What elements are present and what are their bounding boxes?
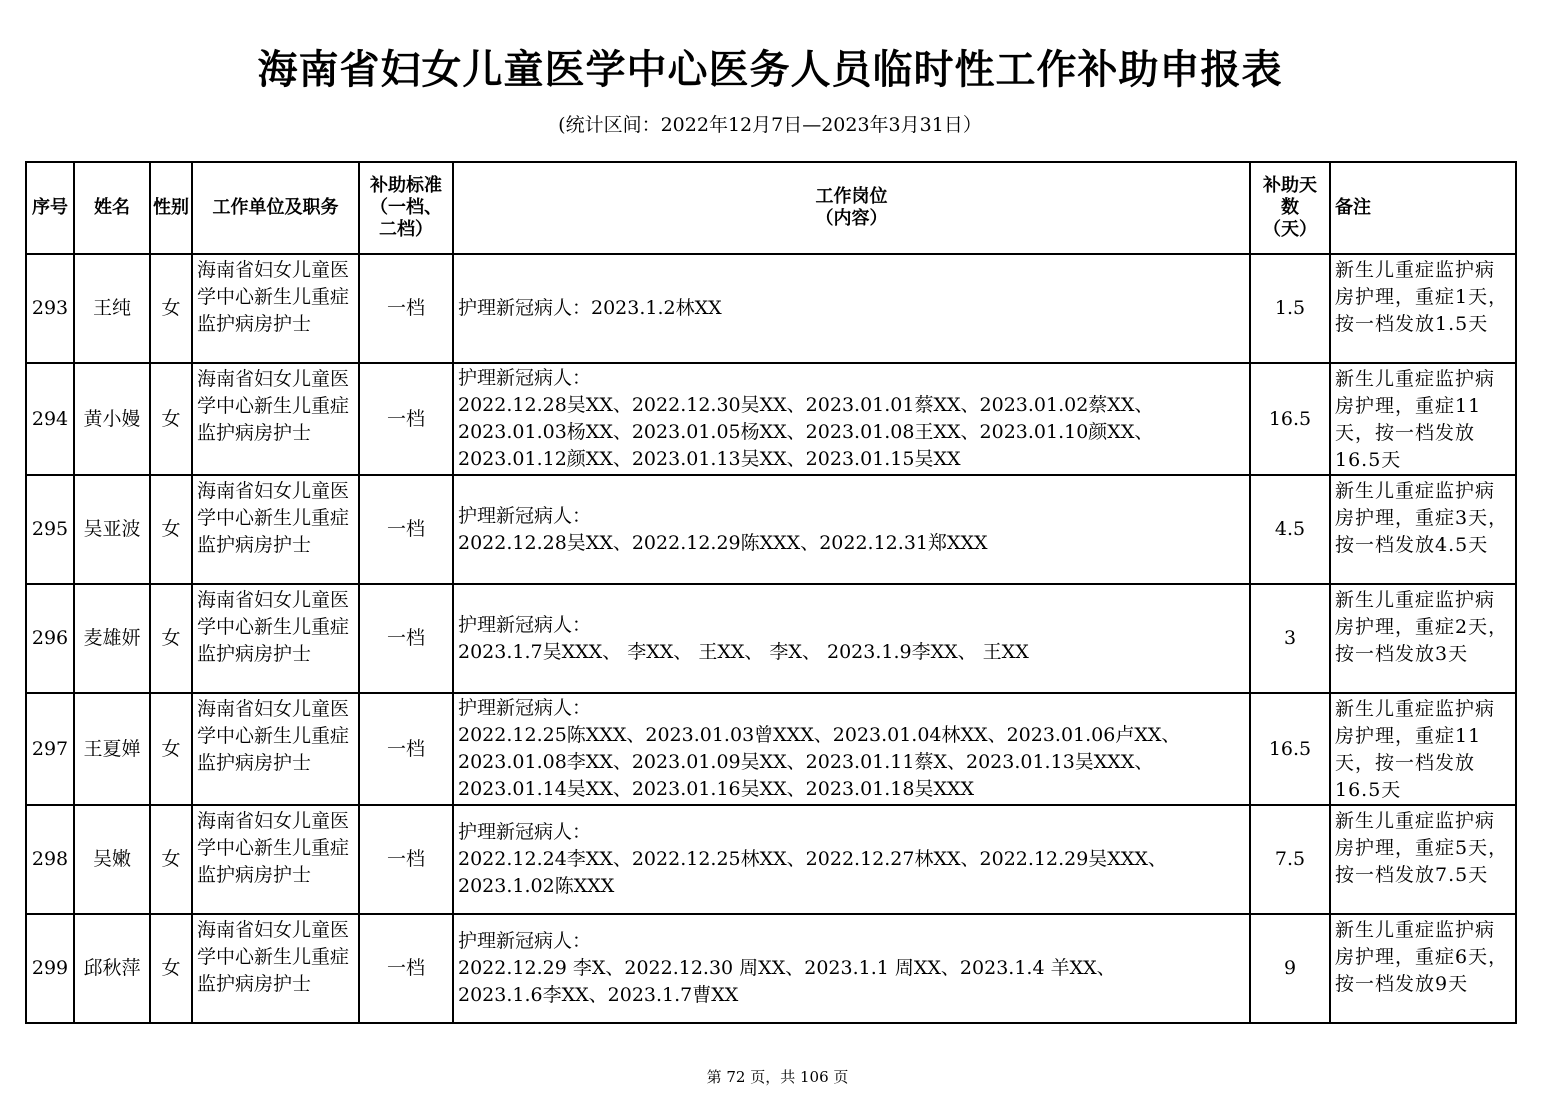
cell-standard: 一档 [359,693,453,805]
post-line: 2022.12.29 李X、2022.12.30 周XX、2023.1.1 周XX、2023.1.4 羊XX、 [458,957,1116,979]
header-remark: 备注 [1330,162,1516,254]
cell-unit: 海南省妇女儿童医学中心新生儿重症监护病房护士 [192,584,359,693]
cell-seq: 294 [26,363,74,475]
cell-standard: 一档 [359,254,453,363]
header-post [453,162,1250,254]
table-header-row [26,162,1516,254]
post-line: 2022.12.28吴XX、2022.12.29陈XXX、2022.12.31郑XXX [458,531,988,554]
cell-unit: 海南省妇女儿童医学中心新生儿重症监护病房护士 [192,693,359,805]
header-days-line: 补助天 [1263,175,1317,196]
post-line: 2022.12.28吴XX、2022.12.30吴XX、2023.01.01蔡XX、2023.01.02蔡XX、 [458,394,1154,416]
cell-name: 吴亚波 [74,475,150,584]
post-line: 2022.12.25陈XXX、2023.01.03曾XXX、2023.01.04林XX、2023.01.06卢XX、 [458,724,1181,746]
post-line: 护理新冠病人： [458,930,592,952]
cell-name: 王纯 [74,254,150,363]
cell-seq: 293 [26,254,74,363]
cell-standard: 一档 [359,584,453,693]
header-standard-line: （一档、 [370,197,442,218]
cell-post [453,475,1250,584]
cell-post [453,693,1250,805]
cell-name: 吴嫩 [74,805,150,914]
cell-post [453,254,1250,363]
post-line: 护理新冠病人： [458,504,592,527]
table-row [26,475,1516,584]
cell-name: 邱秋萍 [74,914,150,1023]
cell-remark: 新生儿重症监护病房护理，重症6天，按一档发放9天 [1330,914,1516,1023]
cell-remark: 新生儿重症监护病房护理，重症3天，按一档发放4.5天 [1330,475,1516,584]
cell-gender: 女 [150,693,192,805]
header-standard-line: 二档） [379,219,433,240]
table-row [26,693,1516,805]
header-days-line: 数 [1281,197,1299,218]
cell-standard: 一档 [359,805,453,914]
cell-seq: 297 [26,693,74,805]
cell-seq: 299 [26,914,74,1023]
cell-days: 3 [1250,584,1330,693]
cell-gender: 女 [150,254,192,363]
cell-unit: 海南省妇女儿童医学中心新生儿重症监护病房护士 [192,914,359,1023]
post-line: 2023.1.7吴XXX、 李XX、 王XX、 李X、 2023.1.9李XX、 王XX [458,640,1029,663]
table-row [26,914,1516,1023]
header-unit: 工作单位及职务 [192,162,359,254]
header-post-line: 工作岗位 [815,186,888,207]
cell-days: 4.5 [1250,475,1330,584]
header-post-line: （内容） [815,208,888,229]
cell-gender: 女 [150,475,192,584]
page-number: 第 72 页，共 106 页 [706,1068,849,1086]
post-line: 2023.01.14吴XX、2023.01.16吴XX、2023.01.18吴XXX [458,778,975,800]
cell-gender: 女 [150,363,192,475]
cell-unit: 海南省妇女儿童医学中心新生儿重症监护病房护士 [192,475,359,584]
statistics-period: (统计区间：2022年12月7日—2023年3月31日） [558,114,982,136]
header-days [1250,162,1330,254]
post-line: 护理新冠病人： [458,697,592,719]
subsidy-table [25,161,1517,1024]
table-body [26,254,1516,1023]
cell-unit: 海南省妇女儿童医学中心新生儿重症监护病房护士 [192,805,359,914]
table-row [26,805,1516,914]
header-standard [359,162,453,254]
cell-remark: 新生儿重症监护病房护理，重症2天，按一档发放3天 [1330,584,1516,693]
cell-name: 黄小嫚 [74,363,150,475]
cell-post [453,363,1250,475]
cell-days: 1.5 [1250,254,1330,363]
cell-remark: 新生儿重症监护病房护理，重症11天，按一档发放16.5天 [1330,363,1516,475]
cell-remark: 新生儿重症监护病房护理，重症11天，按一档发放16.5天 [1330,693,1516,805]
table-row [26,254,1516,363]
cell-gender: 女 [150,805,192,914]
cell-remark: 新生儿重症监护病房护理，重症1天，按一档发放1.5天 [1330,254,1516,363]
post-line: 2023.01.12颜XX、2023.01.13吴XX、2023.01.15吴XX [458,448,961,470]
cell-standard: 一档 [359,475,453,584]
cell-seq: 298 [26,805,74,914]
post-line: 护理新冠病人： [458,367,592,389]
post-line: 2022.12.24李XX、2022.12.25林XX、2022.12.27林XX、2022.12.29吴XXX、 [458,848,1167,870]
cell-unit: 海南省妇女儿童医学中心新生儿重症监护病房护士 [192,254,359,363]
cell-seq: 295 [26,475,74,584]
cell-days: 16.5 [1250,363,1330,475]
table-row [26,584,1516,693]
post-line: 2023.01.03杨XX、2023.01.05杨XX、2023.01.08王XX、2023.01.10颜XX、 [458,421,1154,443]
cell-standard: 一档 [359,914,453,1023]
post-line: 2023.01.08李XX、2023.01.09吴XX、2023.01.11蔡X、2023.01.13吴XXX、 [458,751,1154,773]
header-gender: 性别 [150,162,192,254]
cell-post [453,805,1250,914]
cell-name: 麦雄妍 [74,584,150,693]
header-name: 姓名 [74,162,150,254]
table-row [26,363,1516,475]
post-line: 2023.1.6李XX、2023.1.7曹XX [458,984,739,1006]
cell-name: 王夏婵 [74,693,150,805]
post-line: 护理新冠病人： [458,613,592,636]
header-seq: 序号 [26,162,74,254]
post-line: 护理新冠病人：2023.1.2林XX [458,297,722,319]
cell-days: 7.5 [1250,805,1330,914]
cell-post [453,584,1250,693]
cell-unit: 海南省妇女儿童医学中心新生儿重症监护病房护士 [192,363,359,475]
cell-seq: 296 [26,584,74,693]
header-standard-line: 补助标准 [370,175,442,196]
page-title: 海南省妇女儿童医学中心医务人员临时性工作补助申报表 [257,47,1283,93]
post-line: 护理新冠病人： [458,821,592,843]
cell-gender: 女 [150,914,192,1023]
cell-days: 9 [1250,914,1330,1023]
header-days-line: （天） [1263,219,1317,240]
post-line: 2023.1.02陈XXX [458,875,615,897]
cell-remark: 新生儿重症监护病房护理，重症5天，按一档发放7.5天 [1330,805,1516,914]
cell-gender: 女 [150,584,192,693]
cell-days: 16.5 [1250,693,1330,805]
cell-post [453,914,1250,1023]
cell-standard: 一档 [359,363,453,475]
